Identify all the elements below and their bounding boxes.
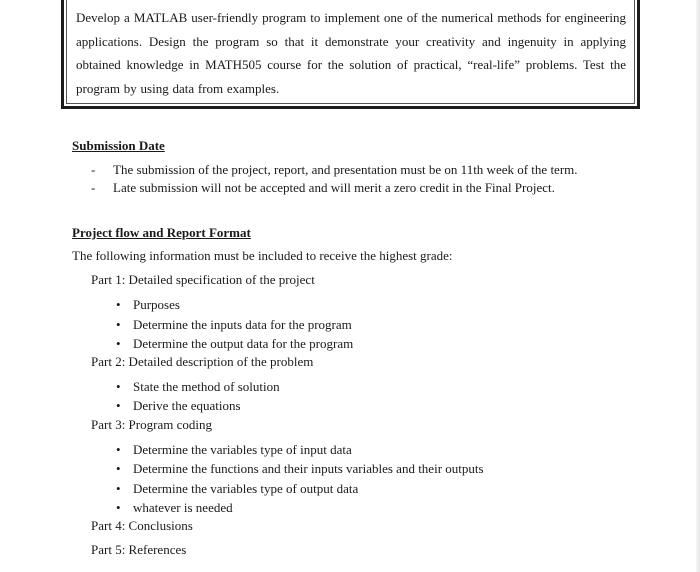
submission-heading: Submission Date: [72, 138, 165, 153]
bullet-marker: •: [116, 461, 121, 476]
intro-box: [61, 0, 640, 109]
project-flow-heading: Project flow and Report Format: [72, 225, 251, 240]
list-item-text: Determine the variables type of input data: [133, 442, 352, 457]
list-item-text: Determine the output data for the program: [133, 336, 354, 351]
list-item-text: Determine the inputs data for the program: [133, 317, 352, 332]
list-item: [116, 379, 280, 395]
list-item: [116, 297, 180, 313]
list-item-text: Purposes: [133, 297, 180, 312]
dash-marker: -: [91, 180, 96, 195]
list-item: [116, 317, 352, 333]
list-item: [116, 398, 241, 414]
submission-item: [91, 162, 578, 178]
list-item: [116, 336, 353, 352]
bullet-marker: •: [116, 500, 121, 515]
submission-item: [91, 180, 555, 196]
bullet-marker: •: [116, 481, 121, 496]
list-item-text: Derive the equations: [133, 398, 241, 413]
bullet-marker: •: [116, 336, 121, 351]
part-label: Part 4: Conclusions: [91, 518, 193, 533]
part-label: Part 5: References: [91, 542, 187, 557]
dash-marker: -: [91, 162, 96, 177]
intro-text: Develop a MATLAB user-friendly program to implement one of the numerical methods for engineering applications. Design the program so that it demonstrate your creativity and ingenuity in applying obtained knowledge in MATH505 course for the solution of practical, “real-life” problems. Test the program by using data from examples.: [76, 10, 626, 96]
part-label: Part 1: Detailed specification of the project: [91, 272, 315, 287]
list-item-text: Determine the variables type of output data: [133, 481, 359, 496]
bullet-marker: •: [116, 297, 121, 312]
part-label: Part 3: Program coding: [91, 417, 212, 432]
part-label: Part 2: Detailed description of the problem: [91, 354, 314, 369]
list-item-text: State the method of solution: [133, 379, 280, 394]
project-flow-intro: The following information must be included to receive the highest grade:: [72, 248, 453, 263]
list-item-text: whatever is needed: [133, 500, 233, 515]
submission-item-text: Late submission will not be accepted and will merit a zero credit in the Final Project.: [113, 180, 555, 195]
list-item: [116, 500, 233, 516]
bullet-marker: •: [116, 379, 121, 394]
intro-box-inner: [66, 0, 635, 104]
bullet-marker: •: [116, 398, 121, 413]
list-item: [116, 481, 358, 497]
list-item: [116, 442, 352, 458]
bullet-marker: •: [116, 442, 121, 457]
bullet-marker: •: [116, 317, 121, 332]
list-item: [116, 461, 484, 477]
list-item-text: Determine the functions and their inputs variables and their outputs: [133, 461, 484, 476]
page-edge-shadow: [696, 0, 700, 572]
submission-item-text: The submission of the project, report, and presentation must be on 11th week of the term.: [113, 162, 578, 177]
